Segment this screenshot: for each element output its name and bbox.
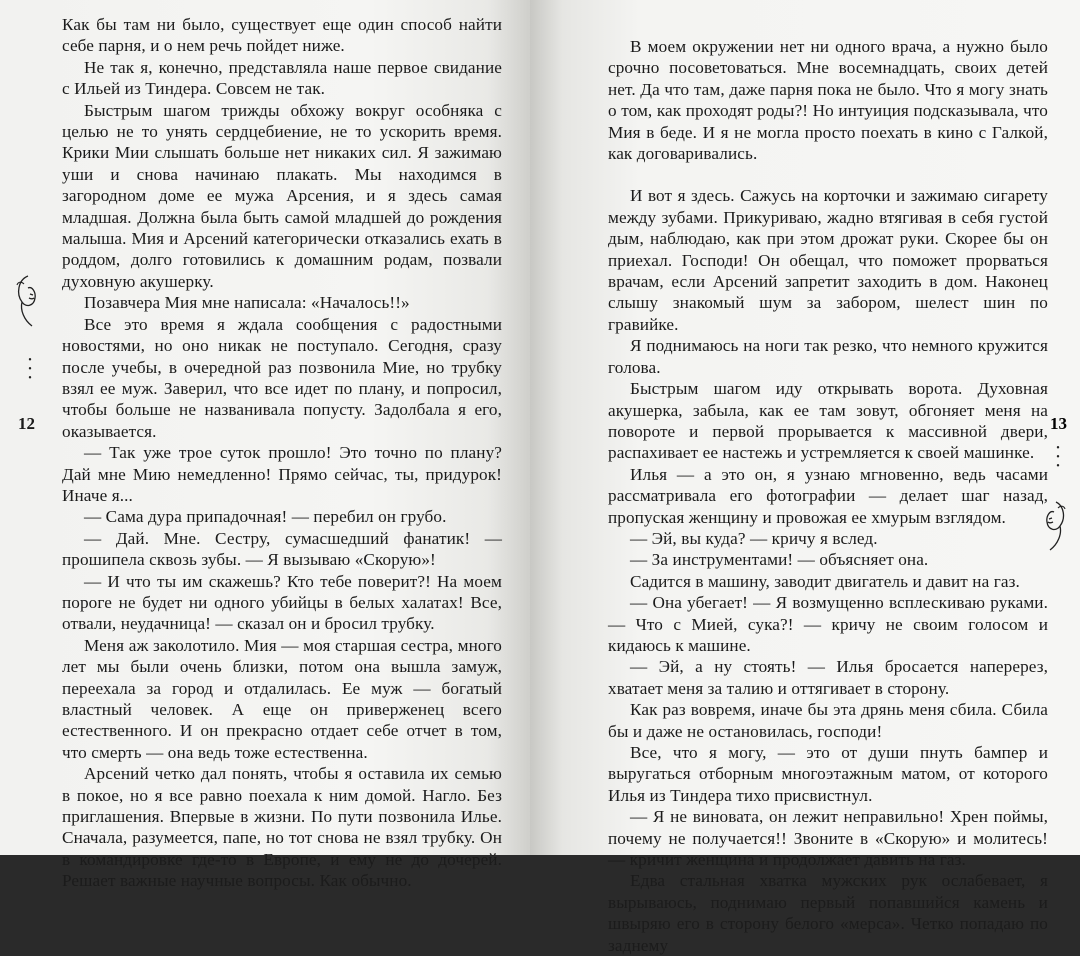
paragraph: Не так я, конечно, представляла наше первое свидание с Ильей из Тиндера. Совсем не так. xyxy=(62,57,502,99)
paragraph: — Она убегает! — Я возмущенно всплескиваю руками. — Что с Мией, сука?! — кричу не своим голосом и кидаюсь к машине. xyxy=(608,593,1048,655)
paragraph: — Эй, вы куда? — кричу я вслед. xyxy=(630,528,878,548)
paragraph: — Так уже трое суток прошло! Это точно по плану? Дай мне Мию немедленно! Прямо сейчас, ты, придурок! Иначе я... xyxy=(62,443,502,505)
page-number: 12 xyxy=(18,414,35,433)
paragraph: Быстрым шагом трижды обхожу вокруг особняка с целью не то унять сердцебиение, не то ускорить время. Крики Мии слышать больше нет никаких сил. Я зажимаю уши и снова начинаю плакать. Мы находимся в загородном доме ее мужа Арсения, и я здесь самая младшая. Должна была быть самой младшей до рождения малыша. Мия и Арсений категорически отказались ехать в роддом, долго готовились к домашним родам, позвали духовную акушерку. xyxy=(62,100,502,291)
paragraph: — Сама дура припадочная! — перебил он грубо. xyxy=(84,507,447,527)
dots-ornament-icon: • • • xyxy=(28,355,32,384)
paragraph: Меня аж заколотило. Мия — моя старшая сестра, много лет мы были очень близки, потом она вышла замуж, переехала за город и отдалилась. Ее муж — богатый властный человек. А еще он приверженец всего естественного. И он прекрасно отдает себе отчет в том, что смерть — она ведь тоже естественна. xyxy=(62,635,502,762)
paragraph: Илья — а это он, я узнаю мгновенно, ведь часами рассматривала его фотографии — делает шаг назад, пропуская женщину и провожая ее хмурым взглядом. xyxy=(608,464,1048,527)
paragraph: Как раз вовремя, иначе бы эта дрянь меня сбила. Сбила бы и даже не остановилась, господи! xyxy=(608,700,1048,741)
right-page xyxy=(530,0,1080,955)
paragraph: Я поднимаюсь на ноги так резко, что немного кружится голова. xyxy=(608,336,1048,377)
page-number: 13 xyxy=(1050,414,1067,433)
paragraph: Садится в машину, заводит двигатель и давит на газ. xyxy=(630,571,1020,591)
paragraph: — За инструментами! — объясняет она. xyxy=(630,550,929,570)
paragraph: — Эй, а ну стоять! — Илья бросается наперерез, хватает меня за талию и оттягивает в сторону. xyxy=(608,657,1048,698)
dots-ornament-icon: • • • xyxy=(1056,443,1060,472)
paragraph: И вот я здесь. Сажусь на корточки и зажимаю сигарету между зубами. Прикуриваю, жадно втягивая в себя густой дым, наблюдаю, как при этом дрожат руки. Скорее бы он приехал. Господи! Он обещал, что поможет прорваться врачам, если Арсений запретит заходить в дом. Наконец слышу знакомый шум за забором, шелест шин по гравийке. xyxy=(608,186,1048,334)
paragraph: Как бы там ни было, существует еще один способ найти себе парня, и о нем речь пойдет ниже. xyxy=(62,15,502,56)
paragraph: — И что ты им скажешь? Кто тебе поверит?! На моем пороге не будет ни одного убийцы в белых халатах! Все, отвали, неудачница! — сказал он и бросил трубку. xyxy=(62,571,502,634)
paragraph: Едва стальная хватка мужских рук ослабевает, я вырываюсь, поднимаю первый попавшийся камень и швыряю его в сторону белого «мерса». Четко попадаю по заднему xyxy=(608,871,1048,955)
paragraph: — Дай. Мне. Сестру, сумасшедший фанатик! — прошипела сквозь зубы. — Я вызываю «Скорую»! xyxy=(62,528,502,570)
paragraph: Все это время я ждала сообщения с радостными новостями, но оно никак не поступало. Сегодня, сразу после учебы, в очередной раз позвонила Мие, но трубку взял ее муж. Заверил, что все идет по плану, и попросил, чтобы больше не названивала попусту. Задолбала я его, оказывается. xyxy=(62,314,502,441)
left-page xyxy=(0,0,530,891)
paragraph: Быстрым шагом иду открывать ворота. Духовная акушерка, забыла, как ее там зовут, обгоняет меня на повороте и первой прорывается к массивной двери, распахивает ее настежь и устремляется к своей машинке. xyxy=(608,379,1048,463)
left-page-text xyxy=(62,14,502,892)
face-ornament-icon xyxy=(1034,494,1074,554)
paragraph: — Я не виновата, он лежит неправильно! Хрен поймы, почему не получается!! Звоните в «Скорую» и молитесь! — кричит женщина и продолжает давить на газ. xyxy=(608,807,1048,870)
paragraph: Арсений четко дал понять, чтобы я оставила их семью в покое, но я все равно поехала к ним домой. Нагло. Без приглашения. Впервые в жизни. По пути позвонила Илье. Сначала, разумеется, папе, но тот снова не взял трубку. Он в командировке где-то в Европе, и ему не до дочерей. Решает важные научные вопросы. Как обычно. xyxy=(62,764,502,891)
face-ornament-icon xyxy=(8,270,48,330)
paragraph: Позавчера Мия мне написала: «Началось!!» xyxy=(84,293,410,313)
paragraph: В моем окружении нет ни одного врача, а нужно было срочно посоветоваться. Мне восемнадцать, своих детей нет. Да что там, даже парня пока не было. Что я могу знать о том, как проходят роды?! Но интуиция подсказывала, что Мия в беде. И я не могла просто поехать в кино с Галкой, как договаривались. xyxy=(608,37,1048,164)
paragraph: Все, что я могу, — это от души пнуть бампер и выругаться отборным многоэтажным матом, от которого Илья из Тиндера тихо присвистнул. xyxy=(608,743,1048,805)
right-page-text xyxy=(608,36,1048,956)
